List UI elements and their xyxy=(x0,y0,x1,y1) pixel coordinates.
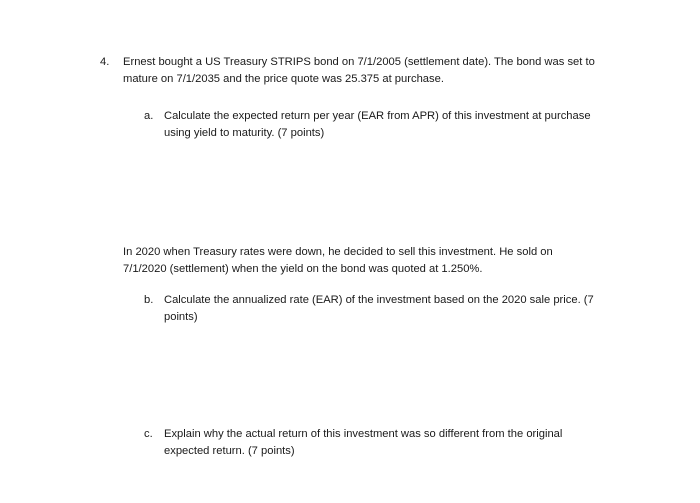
context-line-1: In 2020 when Treasury rates were down, he decided to sell this investment. He sold on xyxy=(123,246,553,258)
part-b-line-1: Calculate the annualized rate (EAR) of the investment based on the 2020 sale price. (7 xyxy=(164,294,594,306)
part-a-line-2: using yield to maturity. (7 points) xyxy=(164,127,325,139)
part-c-line-1: Explain why the actual return of this investment was so different from the original xyxy=(164,428,563,440)
question-line-2: mature on 7/1/2035 and the price quote was 25.375 at purchase. xyxy=(123,73,444,85)
context-line-2: 7/1/2020 (settlement) when the yield on the bond was quoted at 1.250%. xyxy=(123,263,483,275)
part-c-line-2: expected return. (7 points) xyxy=(164,445,295,457)
part-c-label: c. xyxy=(144,428,153,440)
question-number: 4. xyxy=(100,56,110,68)
part-a-line-1: Calculate the expected return per year (EAR from APR) of this investment at purchase xyxy=(164,110,591,122)
part-b-line-2: points) xyxy=(164,311,198,323)
question-line-1: Ernest bought a US Treasury STRIPS bond on 7/1/2005 (settlement date). The bond was set to xyxy=(123,56,595,68)
part-b-label: b. xyxy=(144,294,154,306)
part-a-label: a. xyxy=(144,110,154,122)
